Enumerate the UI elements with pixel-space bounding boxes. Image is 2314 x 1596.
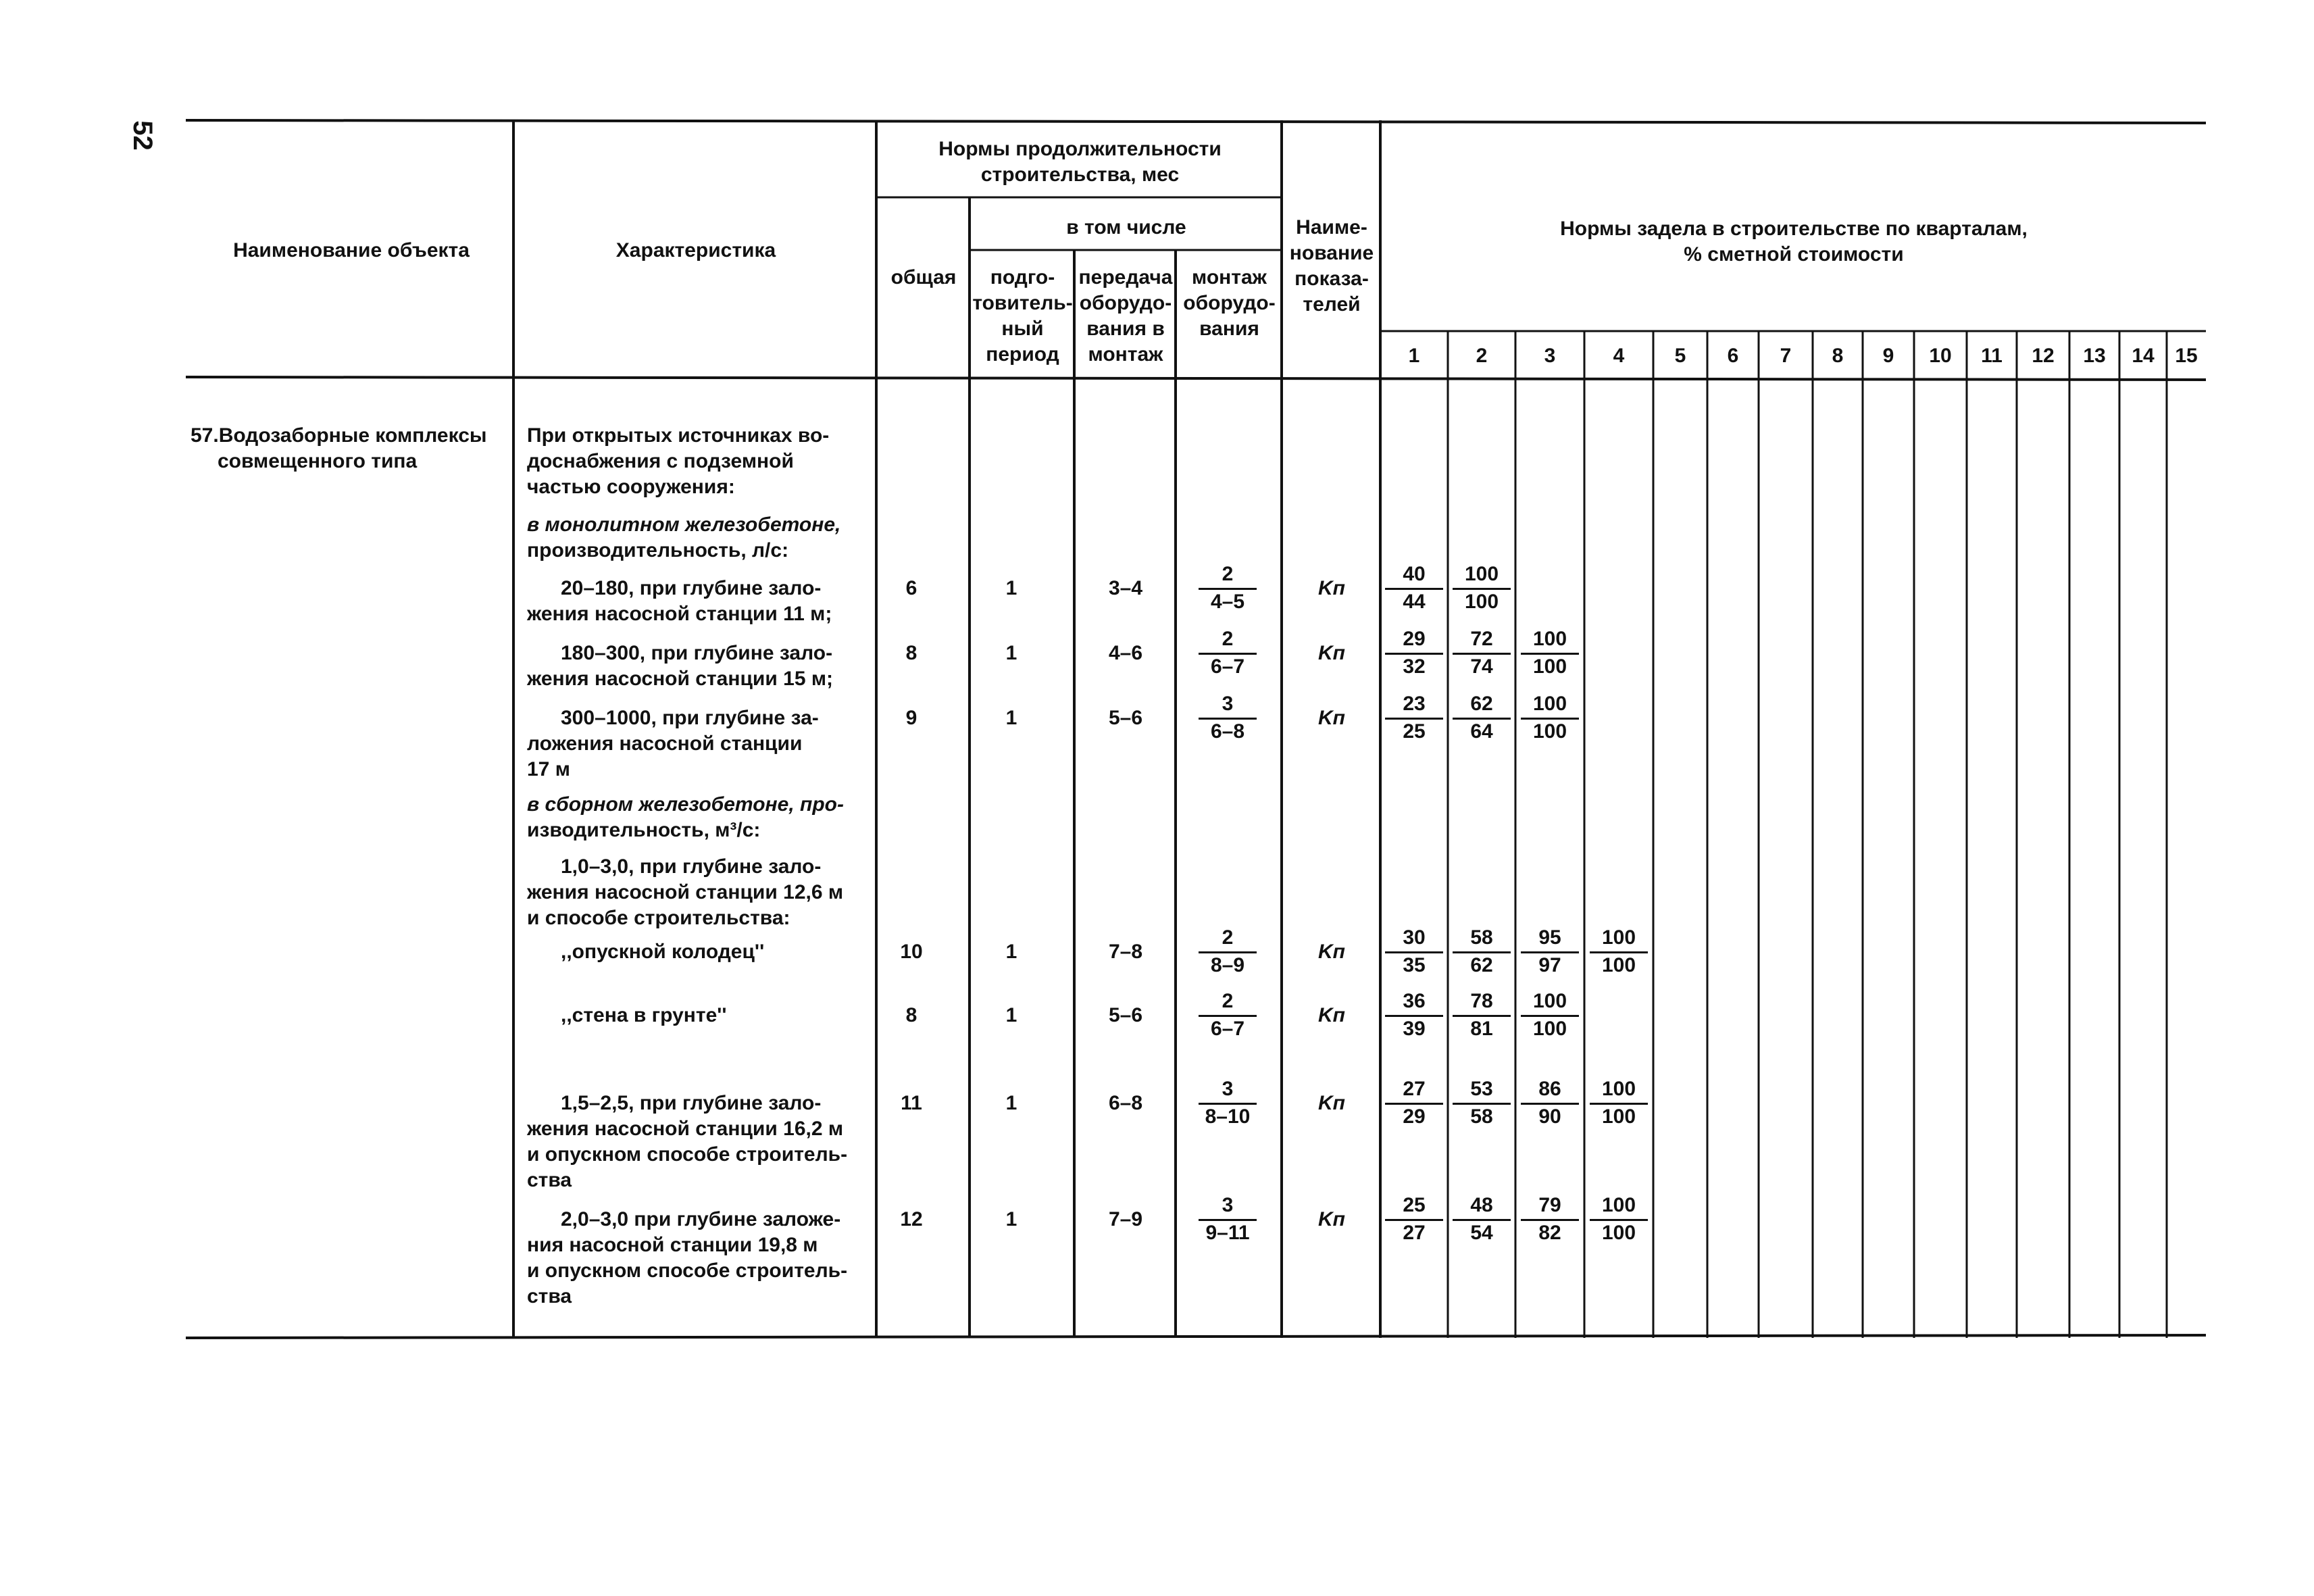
row5-char-line1: ,,стена в грунте'' (561, 1004, 727, 1026)
row6-mounting (1190, 1077, 1265, 1129)
row7-backlog-q3-numerator: 79 (1521, 1193, 1579, 1221)
row1-total: 6 (905, 577, 917, 599)
row3-transfer: 5–6 (1108, 707, 1143, 729)
row6-total: 11 (901, 1092, 922, 1114)
row4-indicator: Kп (1318, 941, 1345, 963)
quarter-number-15: 15 (2175, 345, 2198, 367)
header-prep-line1: подго- (990, 266, 1055, 289)
row7-total: 12 (900, 1208, 923, 1230)
row3-mounting-numerator: 3 (1199, 692, 1257, 720)
row5-transfer: 5–6 (1108, 1004, 1143, 1026)
row3-backlog-q2-numerator: 62 (1453, 692, 1511, 720)
row3-backlog-q2 (1444, 692, 1519, 744)
row1-mounting-numerator: 2 (1199, 562, 1257, 590)
header-duration-norms-line2: строительства, мес (980, 164, 1180, 186)
quarter-number-4: 4 (1613, 345, 1625, 367)
quarter-number-7: 7 (1780, 345, 1792, 367)
row5-backlog-q3 (1513, 989, 1587, 1041)
row7-indicator: Kп (1318, 1208, 1345, 1230)
row3-total: 9 (905, 707, 917, 729)
row6-mounting-denominator: 8–10 (1205, 1105, 1251, 1128)
row4-mounting-denominator: 8–9 (1210, 954, 1245, 976)
quarter-number-10: 10 (1929, 345, 1952, 367)
row2-backlog-q2 (1444, 627, 1519, 679)
row1-char-line1: 20–180, при глубине зало- (561, 577, 822, 599)
row2-backlog-q1 (1377, 627, 1451, 679)
header-indicator-line2: нование (1289, 242, 1374, 264)
row7-backlog-q1-numerator: 25 (1385, 1193, 1443, 1221)
row1-backlog-q2-numerator: 100 (1453, 562, 1511, 590)
quarter-number-13: 13 (2083, 345, 2106, 367)
row7-backlog-q1-denominator: 27 (1403, 1222, 1426, 1244)
row1-backlog-q1-numerator: 40 (1385, 562, 1443, 590)
header-mounting-line1: монтаж (1192, 266, 1267, 289)
row2-backlog-q1-denominator: 32 (1403, 655, 1426, 678)
header-mounting-line2: оборудо- (1183, 292, 1276, 314)
row4-transfer: 7–8 (1108, 941, 1143, 963)
char-intro-line2: доснабжения с подземной (527, 450, 794, 472)
header-backlog-norms-line2: % сметной стоимости (1684, 243, 1904, 266)
row1-backlog-q1 (1377, 562, 1451, 614)
row4-backlog-q2-denominator: 62 (1470, 954, 1493, 976)
object-name-line1: 57.Водозаборные комплексы (191, 424, 487, 447)
row1-backlog-q2 (1444, 562, 1519, 614)
object-name-line2: совмещенного типа (218, 450, 418, 472)
header-transfer-line1: передача (1078, 266, 1173, 289)
row6-backlog-q3-denominator: 90 (1538, 1105, 1561, 1128)
row5-total: 8 (905, 1004, 917, 1026)
char-monolithic-heading: в монолитном железобетоне, (527, 514, 841, 536)
row5-mounting-numerator: 2 (1199, 989, 1257, 1017)
row7-backlog-q3-denominator: 82 (1538, 1222, 1561, 1244)
row5-mounting-denominator: 6–7 (1210, 1018, 1245, 1040)
row4-backlog-q1 (1377, 926, 1451, 978)
quarter-number-1: 1 (1408, 345, 1420, 367)
header-mounting-line3: вания (1199, 318, 1259, 340)
quarter-number-5: 5 (1674, 345, 1686, 367)
row7-mounting-numerator: 3 (1199, 1193, 1257, 1221)
row7-backlog-q2 (1444, 1193, 1519, 1245)
row7-transfer: 7–9 (1108, 1208, 1143, 1230)
row5-prep: 1 (1005, 1004, 1017, 1026)
char-intro-line3: частью сооружения: (527, 476, 735, 498)
row5-backlog-q1-numerator: 36 (1385, 989, 1443, 1017)
row3-backlog-q1-denominator: 25 (1403, 720, 1426, 743)
header-object-name: Наименование объекта (233, 239, 470, 261)
row3-char-line3: 17 м (527, 758, 570, 780)
row2-mounting-denominator: 6–7 (1210, 655, 1245, 678)
row7-backlog-q3 (1513, 1193, 1587, 1245)
row6-backlog-q2 (1444, 1077, 1519, 1129)
header-duration-norms-line1: Нормы продолжительности (938, 138, 1222, 160)
row6-char-line2: жения насосной станции 16,2 м (527, 1118, 844, 1140)
char-intro-line1: При открытых источниках во- (527, 424, 830, 447)
row6-transfer: 6–8 (1108, 1092, 1143, 1114)
row2-backlog-q2-denominator: 74 (1470, 655, 1493, 678)
row7-mounting-denominator: 9–11 (1205, 1222, 1250, 1244)
row5-mounting (1190, 989, 1265, 1041)
row6-backlog-q2-numerator: 53 (1453, 1077, 1511, 1105)
header-prep-line2: товитель- (972, 292, 1073, 314)
row2-char-line1: 180–300, при глубине зало- (561, 642, 833, 664)
row6-backlog-q1 (1377, 1077, 1451, 1129)
row2-backlog-q3 (1513, 627, 1587, 679)
row4-total: 10 (900, 941, 923, 963)
row1-char-line2: жения насосной станции 11 м; (527, 603, 832, 625)
row1-backlog-q2-denominator: 100 (1464, 591, 1499, 613)
char-precast-capacity: изводительность, м³/с: (527, 819, 761, 841)
row4-backlog-q4-denominator: 100 (1601, 954, 1636, 976)
quarter-number-2: 2 (1476, 345, 1488, 367)
row3-backlog-q3-denominator: 100 (1532, 720, 1567, 743)
row5-backlog-q2 (1444, 989, 1519, 1041)
row3-backlog-q3 (1513, 692, 1587, 744)
row1-transfer: 3–4 (1108, 577, 1143, 599)
row2-backlog-q3-denominator: 100 (1532, 655, 1567, 678)
row4-mounting-numerator: 2 (1199, 926, 1257, 953)
row4-backlog-q3 (1513, 926, 1587, 978)
row2-backlog-q1-numerator: 29 (1385, 627, 1443, 655)
quarter-number-9: 9 (1882, 345, 1894, 367)
row3-char-line1: 300–1000, при глубине за- (561, 707, 819, 729)
row6-backlog-q2-denominator: 58 (1470, 1105, 1493, 1128)
header-indicator-line1: Наиме- (1296, 216, 1367, 239)
row7-backlog-q2-numerator: 48 (1453, 1193, 1511, 1221)
quarter-number-12: 12 (2032, 345, 2055, 367)
row1-prep: 1 (1005, 577, 1017, 599)
header-including: в том числе (1066, 216, 1186, 239)
precast-sub-line2: жения насосной станции 12,6 м (527, 881, 844, 903)
row1-mounting-denominator: 4–5 (1210, 591, 1245, 613)
row6-backlog-q4-denominator: 100 (1601, 1105, 1636, 1128)
precast-sub-line3: и способе строительства: (527, 907, 790, 929)
row6-backlog-q3-numerator: 86 (1521, 1077, 1579, 1105)
row3-indicator: Kп (1318, 707, 1345, 729)
row2-char-line2: жения насосной станции 15 м; (527, 668, 834, 690)
row4-backlog-q1-denominator: 35 (1403, 954, 1426, 976)
row3-mounting (1190, 692, 1265, 744)
quarter-number-8: 8 (1832, 345, 1844, 367)
row4-mounting (1190, 926, 1265, 978)
row6-indicator: Kп (1318, 1092, 1345, 1114)
row5-backlog-q2-numerator: 78 (1453, 989, 1511, 1017)
row2-backlog-q2-numerator: 72 (1453, 627, 1511, 655)
row3-backlog-q3-numerator: 100 (1521, 692, 1579, 720)
row5-backlog-q3-numerator: 100 (1521, 989, 1579, 1017)
quarter-number-3: 3 (1544, 345, 1556, 367)
row5-backlog-q2-denominator: 81 (1470, 1018, 1493, 1040)
row2-total: 8 (905, 642, 917, 664)
row7-char-line4: ства (527, 1285, 572, 1307)
row1-backlog-q1-denominator: 44 (1403, 591, 1426, 613)
quarter-number-6: 6 (1727, 345, 1739, 367)
row7-backlog-q4-denominator: 100 (1601, 1222, 1636, 1244)
row6-char-line1: 1,5–2,5, при глубине зало- (561, 1092, 822, 1114)
row7-backlog-q4-numerator: 100 (1590, 1193, 1648, 1221)
row7-prep: 1 (1005, 1208, 1017, 1230)
row4-backlog-q2-numerator: 58 (1453, 926, 1511, 953)
row2-prep: 1 (1005, 642, 1017, 664)
row6-char-line4: ства (527, 1169, 572, 1191)
row7-backlog-q2-denominator: 54 (1470, 1222, 1493, 1244)
row5-backlog-q1-denominator: 39 (1403, 1018, 1426, 1040)
char-monolithic-capacity: производительность, л/с: (527, 539, 789, 562)
row6-mounting-numerator: 3 (1199, 1077, 1257, 1105)
row7-char-line2: ния насосной станции 19,8 м (527, 1234, 818, 1256)
row6-backlog-q3 (1513, 1077, 1587, 1129)
row3-backlog-q2-denominator: 64 (1470, 720, 1493, 743)
row3-mounting-denominator: 6–8 (1210, 720, 1245, 743)
header-indicator-line3: показа- (1294, 268, 1369, 290)
row2-transfer: 4–6 (1108, 642, 1143, 664)
quarter-number-14: 14 (2132, 345, 2155, 367)
row4-backlog-q2 (1444, 926, 1519, 978)
header-prep-line4: период (986, 343, 1059, 366)
header-transfer-line4: монтаж (1088, 343, 1163, 366)
row3-prep: 1 (1005, 707, 1017, 729)
row3-backlog-q1 (1377, 692, 1451, 744)
header-prep-line3: ный (1001, 318, 1044, 340)
row4-char-line1: ,,опускной колодец'' (561, 941, 765, 963)
row7-char-line3: и опускном способе строитель- (527, 1260, 848, 1282)
row1-indicator: Kп (1318, 577, 1345, 599)
header-transfer-line3: вания в (1086, 318, 1165, 340)
row6-char-line3: и опускном способе строитель- (527, 1143, 848, 1166)
row6-backlog-q1-numerator: 27 (1385, 1077, 1443, 1105)
header-indicator-line4: телей (1303, 293, 1361, 316)
row3-char-line2: ложения насосной станции (527, 732, 803, 755)
row7-backlog-q1 (1377, 1193, 1451, 1245)
row2-mounting-numerator: 2 (1199, 627, 1257, 655)
row7-char-line1: 2,0–3,0 при глубине заложе- (561, 1208, 841, 1230)
precast-sub-line1: 1,0–3,0, при глубине зало- (561, 855, 822, 878)
row6-backlog-q4 (1582, 1077, 1656, 1129)
row3-backlog-q1-numerator: 23 (1385, 692, 1443, 720)
row2-indicator: Kп (1318, 642, 1345, 664)
row4-backlog-q1-numerator: 30 (1385, 926, 1443, 953)
header-backlog-norms-line1: Нормы задела в строительстве по кварталам, (1560, 218, 2028, 240)
row4-backlog-q3-denominator: 97 (1538, 954, 1561, 976)
row6-backlog-q4-numerator: 100 (1590, 1077, 1648, 1105)
row5-backlog-q3-denominator: 100 (1532, 1018, 1567, 1040)
row4-prep: 1 (1005, 941, 1017, 963)
header-transfer-line2: оборудо- (1079, 292, 1172, 314)
quarter-number-11: 11 (1981, 345, 2003, 367)
row5-indicator: Kп (1318, 1004, 1345, 1026)
header-total: общая (890, 266, 957, 289)
row6-backlog-q1-denominator: 29 (1403, 1105, 1426, 1128)
row2-backlog-q3-numerator: 100 (1521, 627, 1579, 655)
row7-backlog-q4 (1582, 1193, 1656, 1245)
row1-mounting (1190, 562, 1265, 614)
row2-mounting (1190, 627, 1265, 679)
row6-prep: 1 (1005, 1092, 1017, 1114)
page-number: 52 (127, 120, 157, 151)
char-precast-heading: в сборном железобетоне, про- (527, 793, 844, 816)
row4-backlog-q3-numerator: 95 (1521, 926, 1579, 953)
row4-backlog-q4-numerator: 100 (1590, 926, 1648, 953)
row7-mounting (1190, 1193, 1265, 1245)
row4-backlog-q4 (1582, 926, 1656, 978)
header-characteristic: Характеристика (615, 239, 776, 261)
row5-backlog-q1 (1377, 989, 1451, 1041)
